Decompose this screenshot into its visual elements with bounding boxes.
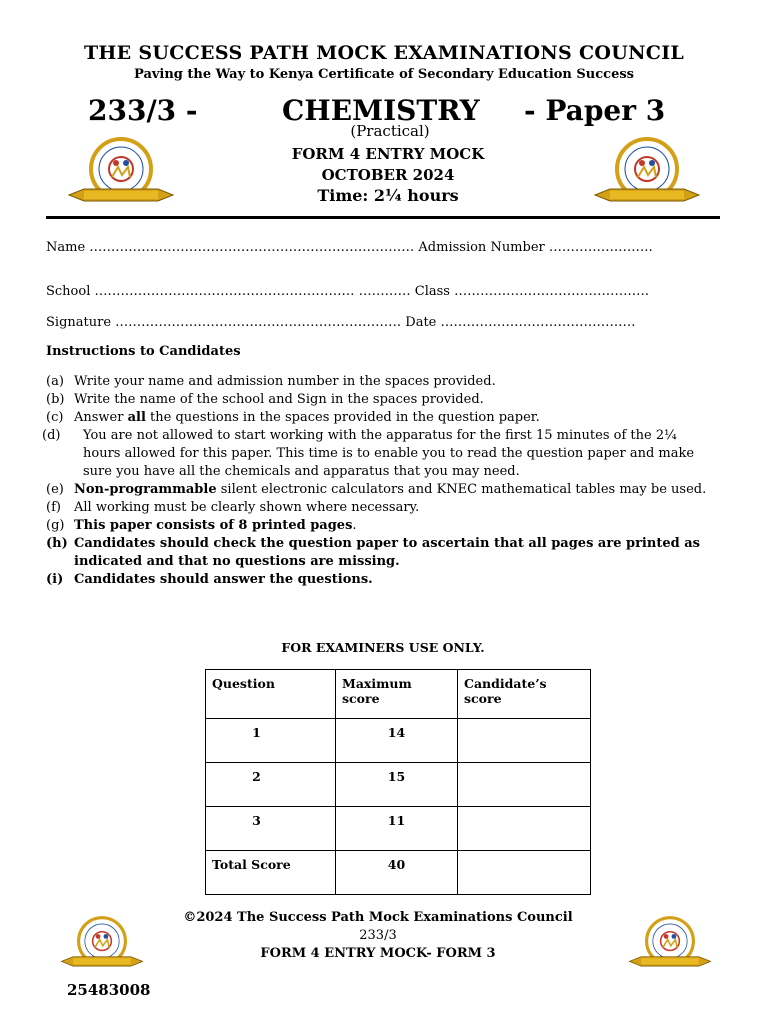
question-cell: 1 xyxy=(206,719,336,763)
instruction-label: (h) xyxy=(46,536,68,551)
examiners-title: FOR EXAMINERS USE ONLY. xyxy=(281,640,485,655)
serial-number: 25483008 xyxy=(67,981,151,999)
table-header-row xyxy=(206,670,591,719)
council-logo-icon xyxy=(622,913,718,977)
question-cell: 2 xyxy=(206,763,336,807)
instruction-text: Write your name and admission number in the spaces provided. xyxy=(74,374,496,389)
council-logo-icon xyxy=(592,133,702,215)
copyright-notice: ©2024 The Success Path Mock Examinations Council xyxy=(183,910,573,925)
header-rule xyxy=(46,216,720,219)
column-header: Maximum score xyxy=(336,670,458,719)
instruction-label: (d) xyxy=(42,428,61,443)
paper-number: - Paper 3 xyxy=(524,94,666,127)
instruction-item xyxy=(42,427,716,481)
instruction-item xyxy=(46,481,716,499)
instruction-text: All working must be clearly shown where necessary. xyxy=(74,500,420,515)
question-cell: 3 xyxy=(206,807,336,851)
instruction-text: Answer xyxy=(74,410,128,425)
candidate-score-cell[interactable] xyxy=(458,719,591,763)
score-table xyxy=(205,669,591,895)
instruction-text: the questions in the spaces provided in the question paper. xyxy=(145,410,540,425)
instruction-text: silent electronic calculators and KNEC mathematical tables may be used. xyxy=(216,482,707,497)
instruction-label: (f) xyxy=(46,500,61,515)
signature-date-field[interactable]: Signature ………………………………………………………… Date ……………………………………… xyxy=(46,315,636,330)
council-logo-icon xyxy=(66,133,176,215)
instruction-label: (g) xyxy=(46,518,65,533)
candidate-score-cell[interactable] xyxy=(458,807,591,851)
footer-mock-line: FORM 4 ENTRY MOCK- FORM 3 xyxy=(260,946,496,961)
instruction-item xyxy=(46,499,716,517)
instructions-title: Instructions to Candidates xyxy=(46,344,241,359)
instruction-text: . xyxy=(352,518,357,533)
instruction-label: (b) xyxy=(46,392,65,407)
total-label-cell: Total Score xyxy=(206,851,336,895)
instruction-item xyxy=(46,373,716,391)
tagline: Paving the Way to Kenya Certificate of Secondary Education Success xyxy=(134,67,634,82)
instruction-item xyxy=(46,517,716,535)
paper-code: 233/3 - xyxy=(88,94,198,127)
column-header: Candidate’s score xyxy=(458,670,591,719)
exam-date: OCTOBER 2024 xyxy=(321,166,455,184)
instruction-emphasis: Candidates should answer the questions. xyxy=(74,572,373,587)
table-row xyxy=(206,807,591,851)
instruction-item xyxy=(46,571,716,589)
practical-label: (Practical) xyxy=(350,122,430,140)
council-name: THE SUCCESS PATH MOCK EXAMINATIONS COUNCIL xyxy=(83,42,685,64)
total-score-cell[interactable] xyxy=(458,851,591,895)
instruction-label: (a) xyxy=(46,374,64,389)
instruction-label: (e) xyxy=(46,482,64,497)
instruction-item xyxy=(46,535,716,571)
instruction-emphasis: Non-programmable xyxy=(74,482,217,497)
table-row xyxy=(206,763,591,807)
total-max-cell: 40 xyxy=(336,851,458,895)
column-header: Question xyxy=(206,670,336,719)
footer-code: 233/3 xyxy=(359,928,397,943)
instruction-emphasis: This paper consists of 8 printed pages xyxy=(74,518,353,533)
exam-time: Time: 2¼ hours xyxy=(317,186,459,205)
table-row xyxy=(206,719,591,763)
instruction-label: (c) xyxy=(46,410,64,425)
max-score-cell: 11 xyxy=(336,807,458,851)
instruction-label: (i) xyxy=(46,572,64,587)
name-admission-field[interactable]: Name ………………………………………………………………… Admission Number …………………… xyxy=(46,240,653,255)
instruction-emphasis: Candidates should check the question paper to ascertain that all pages are printed as indicated and that no questions are missing. xyxy=(74,536,700,569)
instruction-item xyxy=(46,391,716,409)
instruction-emphasis: all xyxy=(127,410,146,425)
instruction-text: Write the name of the school and Sign in the spaces provided. xyxy=(74,392,484,407)
max-score-cell: 15 xyxy=(336,763,458,807)
instruction-text: You are not allowed to start working with the apparatus for the first 15 minutes of the 2¼ hours allowed for this paper. This time is to enable you to read the question paper and make sure you have all the chemicals and apparatus that you may need. xyxy=(83,428,695,479)
instructions-list xyxy=(42,373,716,589)
max-score-cell: 14 xyxy=(336,719,458,763)
school-class-field[interactable]: School …………………………………………………… ………… Class ……………………………………… xyxy=(46,284,650,299)
table-row-total xyxy=(206,851,591,895)
candidate-score-cell[interactable] xyxy=(458,763,591,807)
council-logo-icon xyxy=(54,913,150,977)
subject-title: CHEMISTRY xyxy=(282,94,480,127)
mock-title: FORM 4 ENTRY MOCK xyxy=(291,145,485,163)
instruction-item xyxy=(46,409,716,427)
